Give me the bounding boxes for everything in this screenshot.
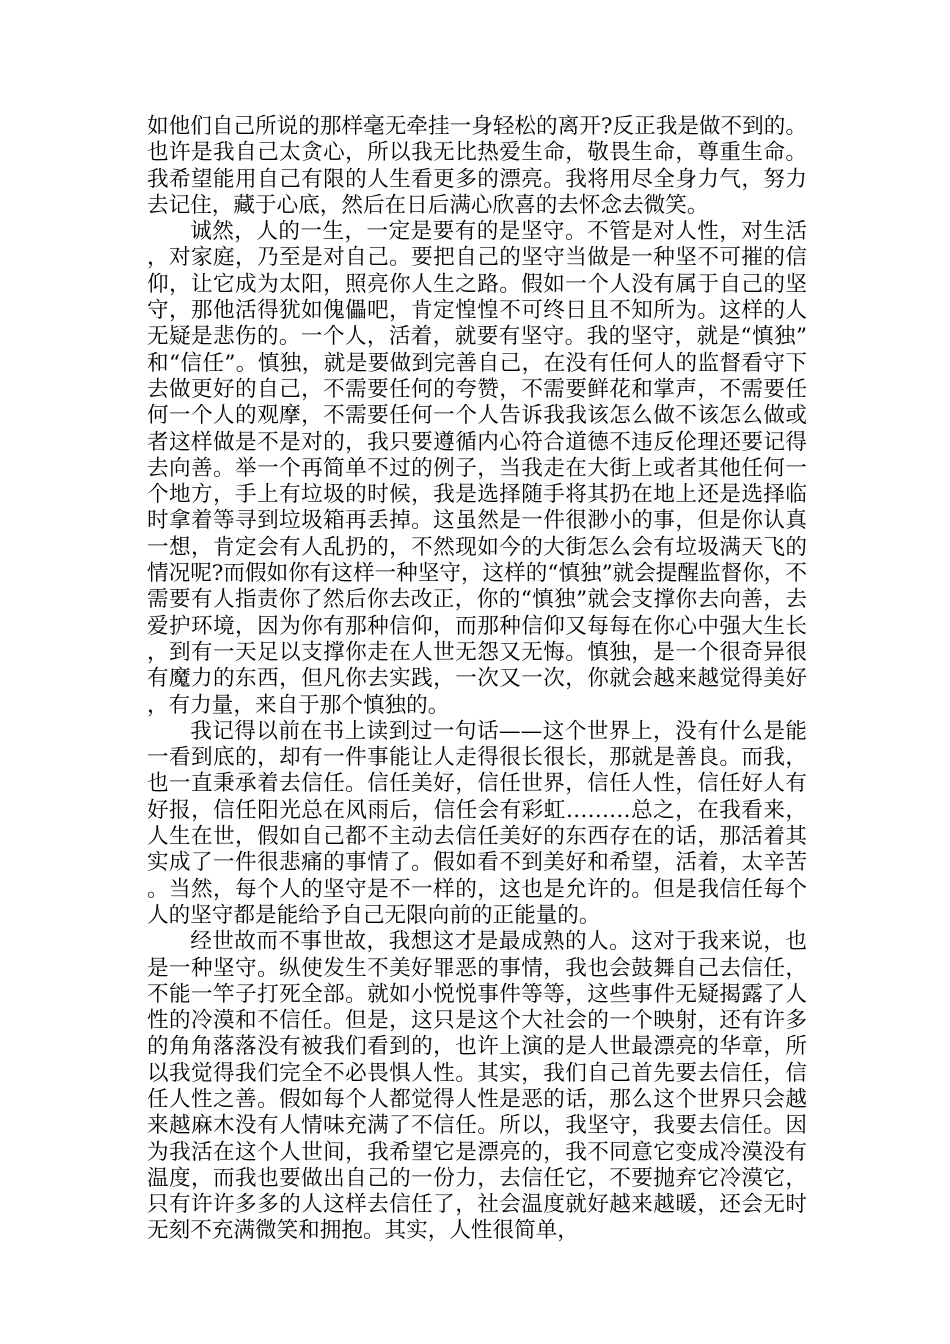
- document-page: [147, 114, 807, 1245]
- paragraph-3: 我记得以前在书上读到过一句话——这个世界上，没有什么是能一看到底的，却有一件事能让人走得很长很长，那就是善良。而我，也一直秉承着去信任。信任美好，信任世界，信任人性，信任好人有好报，信任阳光总在风雨后，信任会有彩虹………总之，在我看来，人生在世，假如自己都不主动去信任美好的东西存在的话，那活着其实成了一件很悲痛的事情了。假如看不到美好和希望，活着，太辛苦。当然，每个人的坚守是不一样的，这也是允许的。但是我信任每个人的坚守都是能给予自己无限向前的正能量的。: [147, 718, 807, 928]
- paragraph-2: 诚然，人的一生，一定是要有的是坚守。不管是对人性，对生活，对家庭，乃至是对自己。要把自己的坚守当做是一种坚不可摧的信仰，让它成为太阳，照亮你人生之路。假如一个人没有属于自己的坚守，那他活得犹如傀儡吧，肯定惶惶不可终日且不知所为。这样的人无疑是悲伤的。一个人，活着，就要有坚守。我的坚守，就是“慎独”和“信任”。慎独，就是要做到完善自己，在没有任何人的监督看守下去做更好的自己，不需要任何的夸赞，不需要鲜花和掌声，不需要任何一个人的观摩，不需要任何一个人告诉我我该怎么做不该怎么做或者这样做是不是对的，我只要遵循内心符合道德不违反伦理还要记得去向善。举一个再简单不过的例子，当我走在大街上或者其他任何一个地方，手上有垃圾的时候，我是选择随手将其扔在地上还是选择临时拿着等寻到垃圾箱再丢掉。这虽然是一件很渺小的事，但是你认真一想，肯定会有人乱扔的，不然现如今的大街怎么会有垃圾满天飞的情况呢?而假如你有这样一种坚守，这样的“慎独”就会提醒监督你，不需要有人指责你了然后你去改正，你的“慎独”就会支撑你去向善，去爱护环境，因为你有那种信仰，而那种信仰又每每在你心中强大生长，到有一天足以支撑你走在人世无怨又无悔。慎独，是一个很奇异很有魔力的东西，但凡你去实践，一次又一次，你就会越来越觉得美好，有力量，来自于那个慎独的。: [147, 219, 807, 718]
- paragraph-4: 经世故而不事世故，我想这才是最成熟的人。这对于我来说，也是一种坚守。纵使发生不美好罪恶的事情，我也会鼓舞自己去信任，不能一竿子打死全部。就如小悦悦事件等等，这些事件无疑揭露了人性的冷漠和不信任。但是，这只是这个大社会的一个映射，还有许多的角角落落没有被我们看到的，也许上演的是人世最漂亮的华章，所以我觉得我们完全不必畏惧人性。其实，我们自己首先要去信任，信任人性之善。假如每个人都觉得人性是恶的话，那么这个世界只会越来越麻木没有人情味充满了不信任。所以，我坚守，我要去信任。因为我活在这个人世间，我希望它是漂亮的，我不同意它变成冷漠没有温度，而我也要做出自己的一份力，去信任它，不要抛弃它冷漠它，只有许许多多的人这样去信任了，社会温度就好越来越暖，还会无时无刻不充满微笑和拥抱。其实，人性很简单，: [147, 929, 807, 1244]
- paragraph-1: 如他们自己所说的那样毫无牵挂一身轻松的离开?反正我是做不到的。也许是我自己太贪心，所以我无比热爱生命，敬畏生命，尊重生命。我希望能用自己有限的人生看更多的漂亮。我将用尽全身力气，努力去记住，藏于心底，然后在日后满心欣喜的去怀念去微笑。: [147, 114, 807, 218]
